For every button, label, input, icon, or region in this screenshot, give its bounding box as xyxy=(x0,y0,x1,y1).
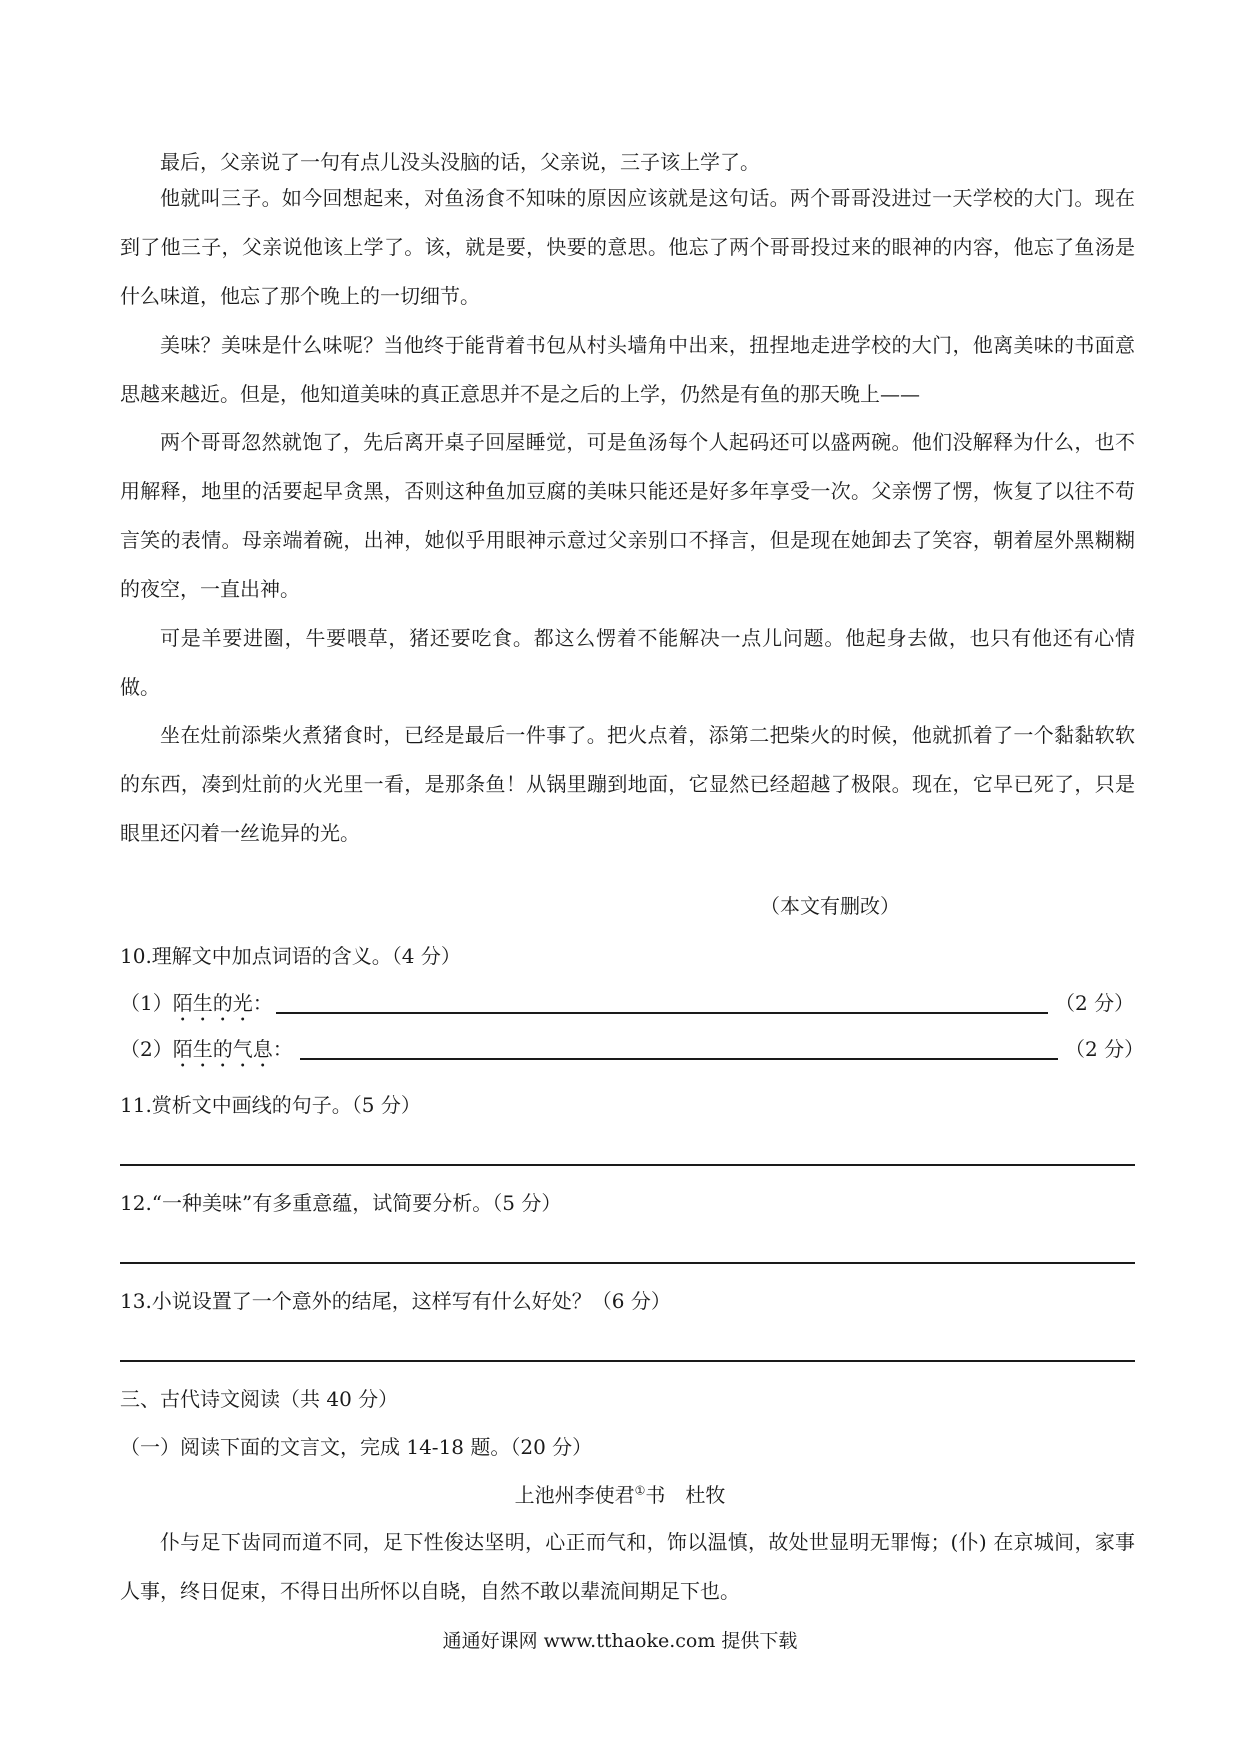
passage-paragraph-1: 最后，父亲说了一句有点儿没头没脑的话，父亲说，三子该上学了。 xyxy=(160,150,760,174)
sub1-score: （2 分） xyxy=(1055,991,1135,1015)
section-3-heading: 三、古代诗文阅读（共 40 分） xyxy=(120,1387,399,1411)
passage-paragraph-3: 美味？美味是什么味呢？当他终于能背着书包从村头墙角中出来，扭捏地走进学校的大门，他离美味的书面意思越来越近。但是，他知道美味的真正意思并不是之后的上学，仍然是有鱼的那天晚上—— xyxy=(120,333,1135,406)
answer-blank-10-1[interactable] xyxy=(276,1012,1048,1014)
classical-text-title xyxy=(0,1480,1240,1510)
answer-line-12[interactable] xyxy=(120,1262,1135,1264)
sub1-number: （1） xyxy=(120,991,173,1015)
question-10-title: 10.理解文中加点词语的含义。（4 分） xyxy=(120,944,461,968)
question-12: 12.“一种美味”有多重意蕴，试简要分析。（5 分） xyxy=(120,1191,562,1215)
question-13: 13.小说设置了一个意外的结尾，这样写有什么好处？（6 分） xyxy=(120,1289,671,1313)
sub1-dotted-word: 陌生的光 xyxy=(172,991,253,1015)
sub2-dotted-word: 陌生的气息 xyxy=(172,1037,273,1061)
footer-credit: 通通好课网 www.tthaoke.com 提供下载 xyxy=(442,1630,798,1652)
sub2-score: （2 分） xyxy=(1065,1037,1145,1061)
title-author: 书 杜牧 xyxy=(645,1483,726,1507)
answer-line-13[interactable] xyxy=(120,1360,1135,1362)
sub2-number: （2） xyxy=(120,1037,173,1061)
classical-text-paragraph: 仆与足下齿同而道不同，足下性俊达坚明，心正而气和，饰以温慎，故处世显明无罪悔；(仆) 在京城间，家事人事，终日促束，不得日出所怀以自晓，自然不敢以辈流间期足下也。 xyxy=(120,1530,1135,1603)
passage-paragraph-5: 可是羊要进圈，牛要喂草，猪还要吃食。都这么愣着不能解决一点儿问题。他起身去做，也只有他还有心情做。 xyxy=(120,626,1135,699)
answer-line-11[interactable] xyxy=(120,1164,1135,1166)
sub2-colon: ： xyxy=(272,1037,293,1061)
sub1-colon: ： xyxy=(252,991,273,1015)
question-10-sub2 xyxy=(120,1034,293,1072)
answer-blank-10-2[interactable] xyxy=(300,1058,1058,1060)
section-3-subheading: （一）阅读下面的文言文，完成 14-18 题。（20 分） xyxy=(120,1435,593,1459)
passage-paragraph-4: 两个哥哥忽然就饱了，先后离开桌子回屋睡觉，可是鱼汤每个人起码还可以盛两碗。他们没解释为什么，也不用解释，地里的活要起早贪黑，否则这种鱼加豆腐的美味只能还是好多年享受一次。父亲愣了愣，恢复了以往不苟言笑的表情。母亲端着碗，出神，她似乎用眼神示意过父亲别口不择言，但是现在她卸去了笑容，朝着屋外黑糊糊的夜空，一直出神。 xyxy=(120,430,1135,601)
question-10-sub1 xyxy=(120,988,273,1026)
footnote-marker: ① xyxy=(634,1483,646,1498)
passage-paragraph-6: 坐在灶前添柴火煮猪食时，已经是最后一件事了。把火点着，添第二把柴火的时候，他就抓着了一个黏黏软软的东西，凑到灶前的火光里一看，是那条鱼！从锅里蹦到地面，它显然已经超越了极限。现在，它早已死了，只是眼里还闪着一丝诡异的光。 xyxy=(120,723,1135,845)
passage-paragraph-2: 他就叫三子。如今回想起来，对鱼汤食不知味的原因应该就是这句话。两个哥哥没进过一天学校的大门。现在到了他三子，父亲说他该上学了。该，就是要，快要的意思。他忘了两个哥哥投过来的眼神的内容，他忘了鱼汤是什么味道，他忘了那个晚上的一切细节。 xyxy=(120,186,1135,308)
question-11: 11.赏析文中画线的句子。（5 分） xyxy=(120,1093,421,1117)
source-note: （本文有删改） xyxy=(760,894,900,918)
title-main: 上池州李使君 xyxy=(514,1483,635,1507)
